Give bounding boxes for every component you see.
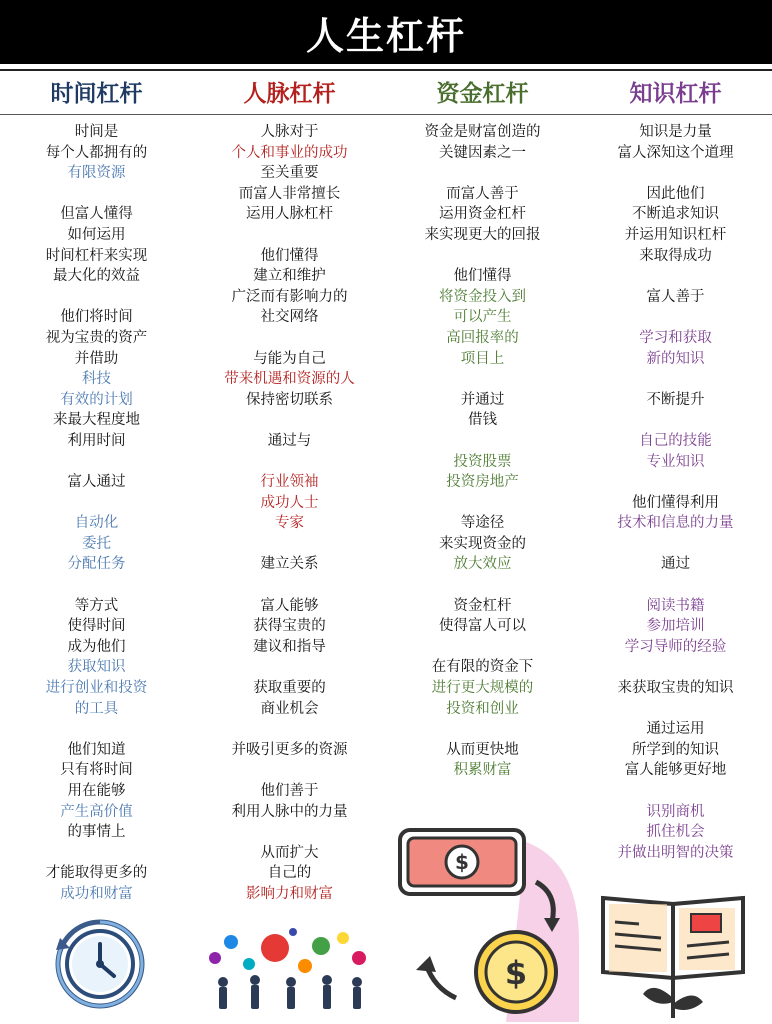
svg-text:$: $ bbox=[504, 954, 528, 992]
text-line: 建立和维护 bbox=[253, 268, 326, 285]
line-gap bbox=[193, 225, 386, 246]
line-gap bbox=[0, 493, 193, 514]
text-line: 使得时间 bbox=[67, 618, 126, 635]
text-line: 资金杠杆 bbox=[453, 597, 512, 614]
column-header-time: 时间杠杆 bbox=[50, 80, 143, 107]
highlight-text-line: 科技 bbox=[82, 371, 111, 388]
line-gap bbox=[386, 246, 579, 267]
text-line: 并借助 bbox=[74, 350, 119, 367]
line-gap bbox=[0, 452, 193, 473]
column-body-time bbox=[0, 122, 193, 905]
text-line: 获得宝贵的 bbox=[253, 618, 326, 635]
highlight-text-line: 带来机遇和资源的人 bbox=[224, 371, 355, 388]
highlight-text-line: 投资房地产 bbox=[446, 474, 519, 491]
text-line: 至关重要 bbox=[260, 165, 319, 182]
text-line: 来实现资金的 bbox=[439, 535, 526, 552]
text-line: 并吸引更多的资源 bbox=[231, 741, 348, 758]
highlight-text-line: 产生高价值 bbox=[60, 803, 133, 820]
text-line: 他们懂得 bbox=[453, 268, 512, 285]
text-line: 通过运用 bbox=[646, 721, 705, 738]
highlight-text-line: 成功人士 bbox=[260, 494, 319, 511]
line-gap bbox=[386, 719, 579, 740]
money-exchange-icon bbox=[386, 822, 579, 1022]
highlight-text-line: 可以产生 bbox=[453, 309, 512, 326]
highlight-text-line: 行业领袖 bbox=[260, 474, 319, 491]
text-line: 富人通过 bbox=[67, 474, 126, 491]
highlight-text-line: 委托 bbox=[82, 535, 111, 552]
people-network-icon bbox=[193, 924, 386, 1016]
column-knowledge bbox=[579, 68, 772, 1024]
line-gap bbox=[579, 307, 772, 328]
text-line: 用在能够 bbox=[67, 783, 126, 799]
text-line: 资金是财富创造的 bbox=[424, 124, 541, 140]
line-gap bbox=[386, 637, 579, 658]
highlight-text-line: 识别商机 bbox=[646, 803, 705, 820]
line-gap bbox=[193, 410, 386, 431]
highlight-text-line: 进行更大规模的 bbox=[431, 680, 534, 697]
line-gap bbox=[579, 266, 772, 287]
highlight-text-line: 有限资源 bbox=[67, 165, 126, 182]
text-line: 建议和指导 bbox=[253, 638, 326, 655]
text-line: 富人善于 bbox=[646, 288, 705, 305]
text-line: 最大化的效益 bbox=[53, 268, 140, 285]
highlight-text-line: 高回报率的 bbox=[446, 329, 519, 346]
text-line: 通过与 bbox=[267, 432, 312, 449]
line-gap bbox=[193, 719, 386, 740]
text-line: 因此他们 bbox=[646, 185, 705, 202]
text-line: 建立关系 bbox=[260, 556, 319, 573]
text-line: 通过 bbox=[661, 556, 690, 573]
text-line: 并通过 bbox=[460, 391, 505, 408]
highlight-text-line: 放大效应 bbox=[453, 556, 512, 573]
text-line: 他们将时间 bbox=[60, 309, 133, 326]
line-gap bbox=[193, 452, 386, 473]
highlight-text-line: 获取知识 bbox=[67, 659, 126, 676]
text-line: 但富人懂得 bbox=[60, 206, 133, 223]
text-line: 每个人都拥有的 bbox=[45, 144, 148, 161]
book-plant-icon bbox=[579, 880, 772, 1020]
text-line: 保持密切联系 bbox=[246, 391, 333, 408]
text-line: 他们懂得利用 bbox=[632, 494, 719, 511]
text-line: 利用时间 bbox=[67, 432, 126, 449]
page-title: 人生杠杆 bbox=[305, 13, 466, 58]
title-bar bbox=[0, 0, 772, 64]
text-line: 获取重要的 bbox=[253, 680, 326, 697]
text-line: 自己的 bbox=[267, 865, 312, 882]
highlight-text-line: 将资金投入到 bbox=[439, 288, 526, 305]
line-gap bbox=[579, 781, 772, 802]
text-line: 他们懂得 bbox=[260, 247, 319, 264]
text-line: 社交网络 bbox=[260, 309, 319, 326]
text-line: 所学到的知识 bbox=[632, 741, 719, 758]
text-line: 运用人脉杠杆 bbox=[246, 206, 333, 223]
text-line: 时间是 bbox=[74, 124, 119, 140]
highlight-text-line: 影响力和财富 bbox=[246, 885, 333, 902]
text-line: 时间杠杆来实现 bbox=[45, 247, 148, 264]
highlight-text-line: 抓住机会 bbox=[646, 824, 705, 841]
column-body-money bbox=[386, 122, 579, 781]
column-network bbox=[193, 68, 386, 1024]
highlight-text-line: 专家 bbox=[275, 515, 304, 532]
line-gap bbox=[193, 760, 386, 781]
text-line: 成为他们 bbox=[67, 638, 126, 655]
highlight-text-line: 自动化 bbox=[74, 515, 119, 532]
column-money bbox=[386, 68, 579, 1024]
highlight-text-line: 个人和事业的成功 bbox=[231, 144, 348, 161]
text-line: 如何运用 bbox=[67, 226, 126, 243]
text-line: 富人能够更好地 bbox=[624, 762, 727, 779]
text-line: 来实现更大的回报 bbox=[424, 226, 541, 243]
line-gap bbox=[579, 575, 772, 596]
highlight-text-line: 专业知识 bbox=[646, 453, 705, 470]
highlight-text-line: 参加培训 bbox=[646, 618, 705, 635]
text-line: 借钱 bbox=[468, 412, 497, 429]
text-line: 只有将时间 bbox=[60, 762, 133, 779]
highlight-text-line: 项目上 bbox=[460, 350, 505, 367]
text-line: 与能为自己 bbox=[253, 350, 326, 367]
line-gap bbox=[579, 472, 772, 493]
line-gap bbox=[386, 431, 579, 452]
text-line: 等方式 bbox=[74, 597, 119, 614]
text-line: 商业机会 bbox=[260, 700, 319, 717]
text-line: 视为宝贵的资产 bbox=[45, 329, 148, 346]
line-gap bbox=[193, 575, 386, 596]
highlight-text-line: 进行创业和投资 bbox=[45, 680, 148, 697]
highlight-text-line: 新的知识 bbox=[646, 350, 705, 367]
highlight-text-line: 有效的计划 bbox=[60, 391, 133, 408]
column-time bbox=[0, 68, 193, 1024]
highlight-text-line: 并做出明智的决策 bbox=[617, 844, 734, 861]
text-line: 使得富人可以 bbox=[439, 618, 526, 635]
text-line: 来获取宝贵的知识 bbox=[617, 680, 734, 697]
line-gap bbox=[579, 410, 772, 431]
highlight-text-line: 积累财富 bbox=[453, 762, 512, 779]
line-gap bbox=[579, 369, 772, 390]
text-line: 在有限的资金下 bbox=[431, 659, 534, 676]
line-gap bbox=[579, 699, 772, 720]
column-header-knowledge: 知识杠杆 bbox=[629, 80, 722, 107]
text-line: 人脉对于 bbox=[260, 124, 319, 140]
text-line: 而富人非常擅长 bbox=[238, 185, 341, 202]
line-gap bbox=[386, 575, 579, 596]
text-line: 从而更快地 bbox=[446, 741, 519, 758]
line-gap bbox=[0, 575, 193, 596]
text-line: 并运用知识杠杆 bbox=[624, 226, 727, 243]
line-gap bbox=[579, 657, 772, 678]
highlight-text-line: 分配任务 bbox=[67, 556, 126, 573]
column-header-money: 资金杠杆 bbox=[436, 80, 529, 107]
line-gap bbox=[0, 843, 193, 864]
text-line: 才能取得更多的 bbox=[45, 865, 148, 882]
highlight-text-line: 自己的技能 bbox=[639, 432, 712, 449]
highlight-text-line: 学习导师的经验 bbox=[624, 638, 727, 655]
text-line: 不断追求知识 bbox=[632, 206, 719, 223]
text-line: 广泛而有影响力的 bbox=[231, 288, 348, 305]
clock-icon bbox=[0, 914, 193, 1014]
columns bbox=[0, 68, 772, 1024]
highlight-text-line: 成功和财富 bbox=[60, 885, 133, 902]
highlight-text-line: 投资股票 bbox=[453, 453, 512, 470]
text-line: 而富人善于 bbox=[446, 185, 519, 202]
line-gap bbox=[386, 369, 579, 390]
line-gap bbox=[0, 184, 193, 205]
text-line: 富人深知这个道理 bbox=[617, 144, 734, 161]
text-line: 等途径 bbox=[460, 515, 505, 532]
line-gap bbox=[0, 719, 193, 740]
line-gap bbox=[193, 822, 386, 843]
text-line: 来最大程度地 bbox=[53, 412, 140, 429]
column-body-knowledge bbox=[579, 122, 772, 863]
line-gap bbox=[0, 287, 193, 308]
text-line: 来取得成功 bbox=[639, 247, 712, 264]
svg-text:$: $ bbox=[455, 850, 469, 874]
line-gap bbox=[579, 534, 772, 555]
text-line: 的事情上 bbox=[67, 824, 126, 841]
line-gap bbox=[193, 534, 386, 555]
text-line: 从而扩大 bbox=[260, 844, 319, 861]
line-gap bbox=[386, 163, 579, 184]
line-gap bbox=[193, 328, 386, 349]
column-body-network bbox=[193, 122, 386, 905]
text-line: 富人能够 bbox=[260, 597, 319, 614]
text-line: 他们知道 bbox=[67, 741, 126, 758]
highlight-text-line: 投资和创业 bbox=[446, 700, 519, 717]
text-line: 他们善于 bbox=[260, 783, 319, 799]
text-line: 利用人脉中的力量 bbox=[231, 803, 348, 820]
highlight-text-line: 阅读书籍 bbox=[646, 597, 705, 614]
text-line: 不断提升 bbox=[646, 391, 705, 408]
text-line: 知识是力量 bbox=[639, 124, 712, 140]
line-gap bbox=[579, 163, 772, 184]
column-header-network: 人脉杠杆 bbox=[243, 80, 336, 107]
highlight-text-line: 学习和获取 bbox=[639, 329, 712, 346]
line-gap bbox=[193, 657, 386, 678]
highlight-text-line: 技术和信息的力量 bbox=[617, 515, 734, 532]
line-gap bbox=[386, 493, 579, 514]
text-line: 关键因素之一 bbox=[439, 144, 526, 161]
highlight-text-line: 的工具 bbox=[74, 700, 119, 717]
text-line: 运用资金杠杆 bbox=[439, 206, 526, 223]
